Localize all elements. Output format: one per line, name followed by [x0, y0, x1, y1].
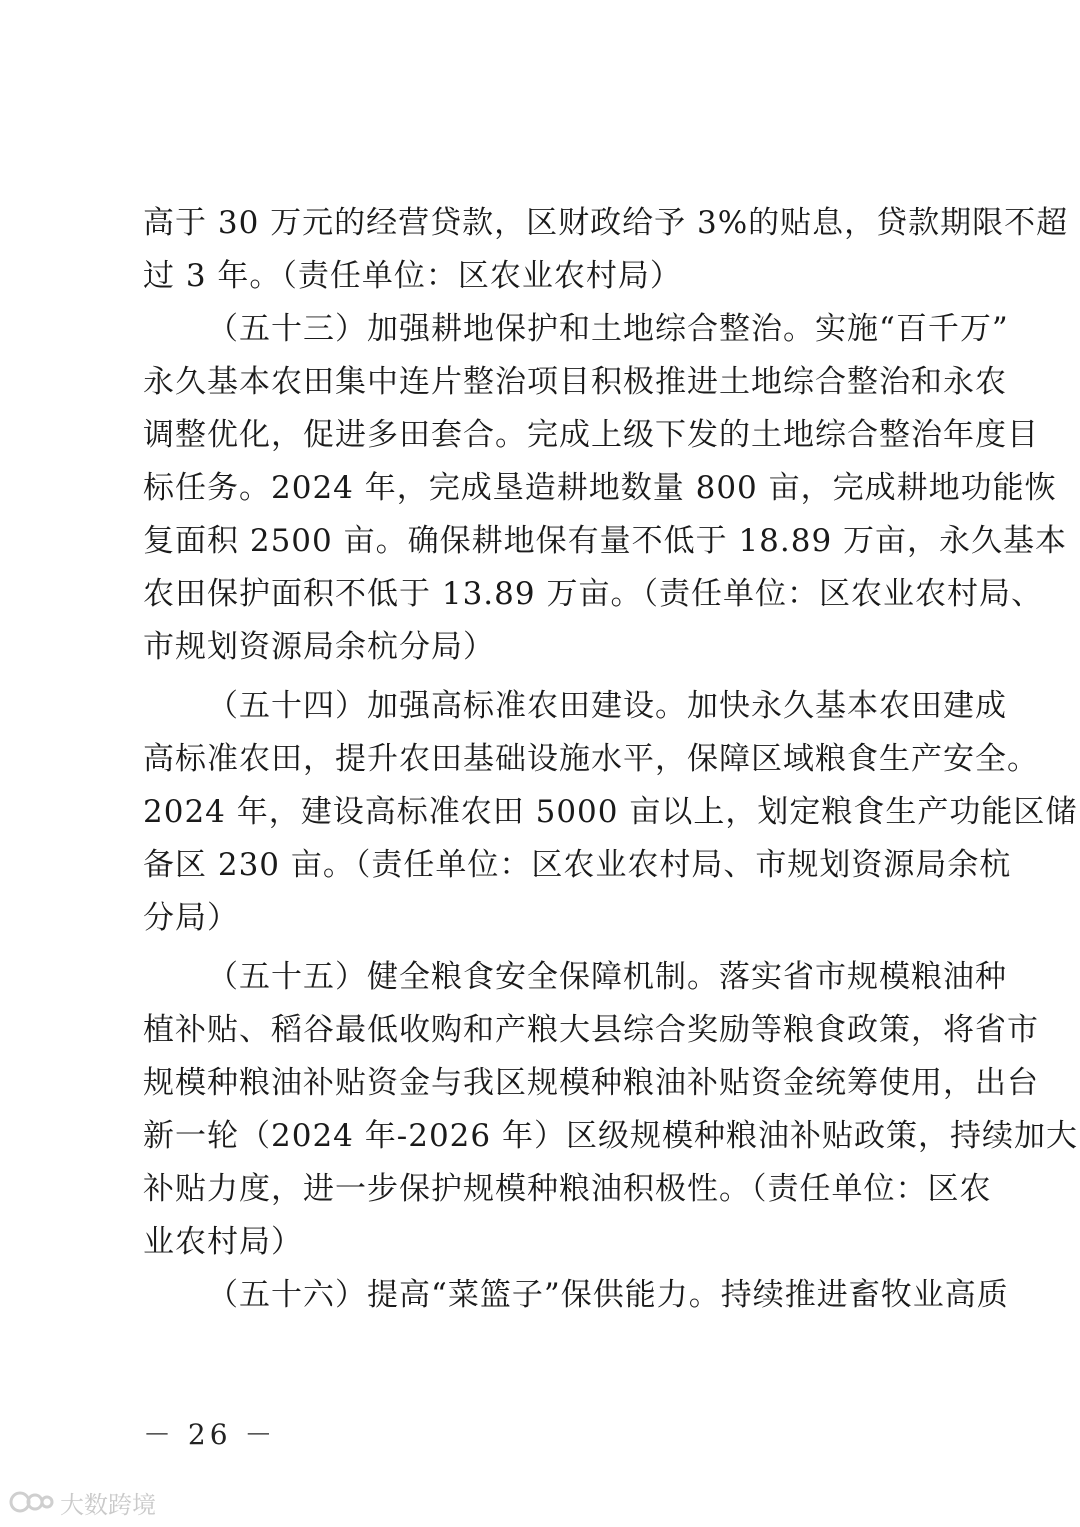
page-number: － 26 － — [143, 1418, 277, 1451]
section-heading-line: （五十四）加强高标准农田建设。加快永久基本农田建成 — [207, 688, 1007, 724]
text-line: 补贴力度，进一步保护规模种粮油积极性。（责任单位：区农 — [143, 1171, 992, 1207]
text-line: 高标准农田，提升农田基础设施水平，保障区域粮食生产安全。 — [143, 741, 1039, 777]
text-line: 高于 30 万元的经营贷款，区财政给予 3%的贴息，贷款期限不超 — [143, 205, 1069, 241]
text-line: 备区 230 亩。（责任单位：区农业农村局、市规划资源局余杭 — [143, 847, 1012, 883]
text-line: 标任务。2024 年，完成垦造耕地数量 800 亩，完成耕地功能恢 — [143, 470, 1057, 506]
text-line: 规模种粮油补贴资金与我区规模种粮油补贴资金统筹使用，出台 — [143, 1065, 1039, 1101]
watermark — [8, 1486, 156, 1518]
text-line: 分局） — [143, 900, 239, 936]
text-line: 新一轮（2024 年-2026 年）区级规模种粮油补贴政策，持续加大 — [143, 1118, 1078, 1154]
text-line: 过 3 年。（责任单位：区农业农村局） — [143, 258, 682, 294]
text-line: 永久基本农田集中连片整治项目积极推进土地综合整治和永农 — [143, 364, 1007, 400]
text-line: 复面积 2500 亩。确保耕地保有量不低于 18.89 万亩，永久基本 — [143, 523, 1068, 559]
watermark-text: 大数跨境 — [60, 1490, 156, 1519]
section-heading-line: （五十五）健全粮食安全保障机制。落实省市规模粮油种 — [207, 959, 1007, 995]
section-heading-line: （五十三）加强耕地保护和土地综合整治。实施“百千万” — [207, 311, 1009, 347]
text-line: 2024 年，建设高标准农田 5000 亩以上，划定粮食生产功能区储 — [143, 794, 1078, 830]
section-heading-line: （五十六）提高“菜篮子”保供能力。持续推进畜牧业高质 — [207, 1277, 1009, 1313]
text-line: 业农村局） — [143, 1224, 303, 1260]
text-line: 农田保护面积不低于 13.89 万亩。（责任单位：区农业农村局、 — [143, 576, 1043, 612]
text-line: 调整优化，促进多田套合。完成上级下发的土地综合整治年度目 — [143, 417, 1039, 453]
watermark-logo-icon — [8, 1488, 54, 1516]
text-line: 植补贴、稻谷最低收购和产粮大县综合奖励等粮食政策，将省市 — [143, 1012, 1039, 1048]
text-line: 市规划资源局余杭分局） — [143, 629, 495, 665]
